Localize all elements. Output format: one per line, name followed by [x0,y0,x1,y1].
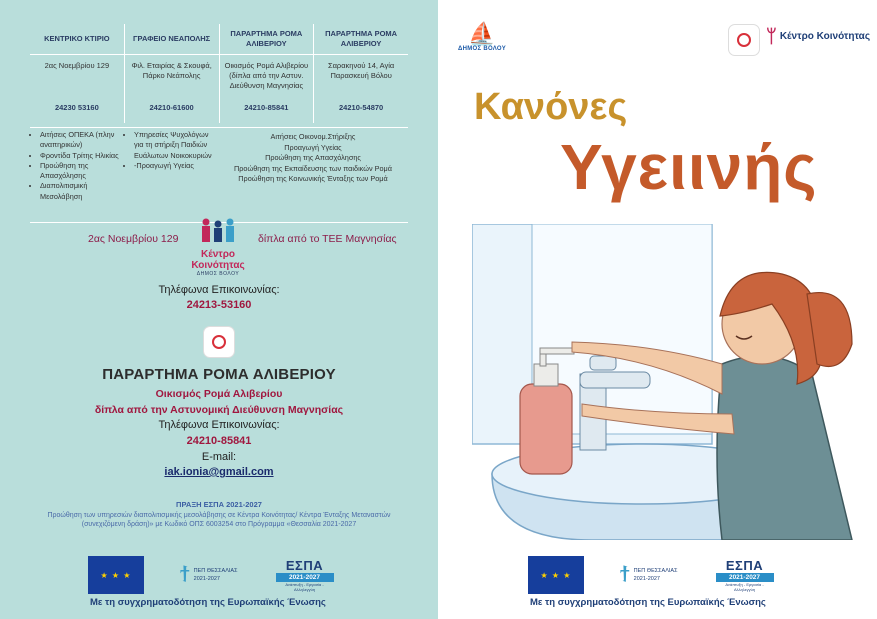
espa-years: 2021-2027 [276,573,334,582]
ship-icon: ⛵ [468,21,496,46]
main-address-street: 2ας Νοεμβρίου 129 [88,233,179,245]
service-item: • -Προαγωγή Υγείας [134,161,218,171]
annex-line1: Οικισμός Ρομά Αλιβερίου [155,388,283,400]
kentro-logo-right [766,26,870,47]
eu-flag-icon: ★ ★ ★ [88,556,144,594]
espa-logo-right [716,558,774,592]
annex-title: ΠΑΡΑΡΤΗΜΑ ΡΟΜΑ ΑΛΙΒΕΡΙΟΥ [102,366,336,383]
eu-flag-right-icon: ★ ★ ★ [528,556,584,594]
service-item: • Προώθηση της Απασχόλησης [40,161,124,182]
community-icon: ᛘ [766,26,777,46]
office-header: ΓΡΑΦΕΙΟ ΝΕΑΠΟΛΗΣ [125,24,219,55]
annex-line2: δίπλα από την Αστυνομική Διεύθυνση Μαγνησίας [94,404,344,416]
office-address: Φιλ. Εταιρίας & Σκουφά, Πάρκο Νεάπολης [131,61,212,80]
funding-logos-right [528,556,774,594]
office-column [314,24,408,123]
office-address: Οικισμός Ρομά Αλιβερίου (δίπλα από την Αστυν. Διεύθυνση Μαγνησίας [224,61,309,90]
services-row [30,127,408,202]
espa-name: ΕΣΠΑ [285,558,324,573]
office-address: 2ας Νοεμβρίου 129 [44,61,110,70]
services-main-building [30,130,124,202]
services-roma [218,130,408,202]
annex-email-label: E-mail: [201,451,237,463]
offices-table [30,24,408,202]
kentro-koinotitas-logo [188,218,248,277]
kentro-right-text: Κέντρο Κοινότητας [779,30,871,42]
office-phone: 24230 53160 [54,103,99,112]
espa-name-right: ΕΣΠΑ [725,558,764,573]
pep-years-right: 2021-2027 [633,576,660,582]
office-phone: 24210-85841 [244,103,289,112]
espa-tag: Ανάπτυξη - Εργασία - Αλληλεγγύη [285,582,324,592]
pep-name: ΠΕΠ ΘΕΣΣΑΛΙΑΣ [193,568,238,574]
office-address: Σαρακηνού 14, Αγία Παρασκευή Βόλου [327,61,395,80]
espa-tag-right: Ανάπτυξη - Εργασία - Αλληλεγγύη [725,582,764,592]
social-services-badge-icon [203,326,235,358]
pep-thessalia-logo-right [620,562,678,588]
service-item: • Υπηρεσίες Ψυχολόγων για τη στήριξη Παιδιών Ευάλωτων Νοικοκυριών [134,130,218,161]
handwashing-illustration [472,224,875,540]
service-item: • Διαπολιτισμική Μεσολάβηση [40,181,124,202]
service-item: • Αιτήσεις ΟΠΕΚΑ (πλην αναπηρικών) [40,130,124,151]
kentro-logo-name: Κέντρο Κοινότητας [191,249,245,271]
annex-phone-label: Τηλέφωνα Επικοινωνίας: [158,419,280,431]
pep-mark-icon: ϯ [180,562,190,587]
office-header: ΚΕΝΤΡΙΚΟ ΚΤΙΡΙΟ [30,24,124,55]
espa-logo [276,558,334,592]
espa-description: Προώθηση των υπηρεσιών διαπολιτισμικής μεσολάβησης σε Κέντρα Κοινότητας/ Κέντρα Ένταξης Μεταναστών (συνεχιζόμενη δράση)» με Κωδικό ΟΠΣ 6003254 στο Πρόγραμμα «Θεσσαλία 2021-2027 [47,512,391,528]
office-phone: 24210-54870 [339,103,384,112]
office-header: ΠΑΡΑΡΤΗΜΑ ΡΟΜΑ ΑΛΙΒΕΡΙΟΥ [220,24,314,55]
left-panel [0,0,438,619]
main-address-landmark: δίπλα από το ΤΕΕ Μαγνησίας [258,233,397,245]
dimos-volou-logo [452,22,512,52]
kentro-logo-sub: ΔΗΜΟΣ ΒΟΛΟΥ [196,271,240,277]
pep-mark-right-icon: ϯ [620,562,630,587]
cofund-text-right: Με τη συγχρηματοδότηση της Ευρωπαϊκής Ένωσης [530,597,766,608]
dimos-volou-text: ΔΗΜΟΣ ΒΟΛΟΥ [457,46,507,52]
office-phone: 24210-61600 [149,103,194,112]
office-column [125,24,220,123]
office-header: ΠΑΡΑΡΤΗΜΑ ΡΟΜΑ ΑΛΙΒΕΡΙΟΥ [314,24,408,55]
service-item: • Φροντίδα Τρίτης Ηλικίας [40,151,124,161]
funding-logos-left [88,556,334,594]
pep-years: 2021-2027 [193,576,220,582]
service-item: Αιτήσεις Οικονομ.Στήριξης [270,132,356,141]
office-column [220,24,315,123]
title-rules: Κανόνες [474,86,628,128]
espa-title: ΠΡΑΞΗ ΕΣΠΑ 2021-2027 [176,500,262,509]
espa-years-right: 2021-2027 [716,573,774,582]
annex-phone: 24210-85841 [186,435,252,447]
social-services-badge-right-icon [728,24,760,56]
cofund-text-left: Με τη συγχρηματοδότηση της Ευρωπαϊκής Ένωσης [90,597,326,608]
annex-email-link[interactable]: iak.ionia@gmail.com [164,466,274,478]
service-item: Προαγωγή Υγείας [284,142,342,152]
contact-phone: 24213-53160 [186,299,252,311]
title-hygiene: Υγειινής [560,131,818,203]
services-neapoli [124,130,218,202]
service-item: Προώθηση της Απασχόλησης [265,153,361,162]
pep-name-right: ΠΕΠ ΘΕΣΣΑΛΙΑΣ [633,568,678,574]
service-item: Προώθηση της Εκπαίδευσης των παιδικών Ρομά [234,163,392,173]
community-people-icon [198,218,238,244]
service-item: Προώθηση της Κοινωνικής Ένταξης των Ρομά [238,174,388,183]
pep-thessalia-logo [180,562,238,588]
office-column [30,24,125,123]
contact-label: Τηλέφωνα Επικοινωνίας: [158,284,280,296]
